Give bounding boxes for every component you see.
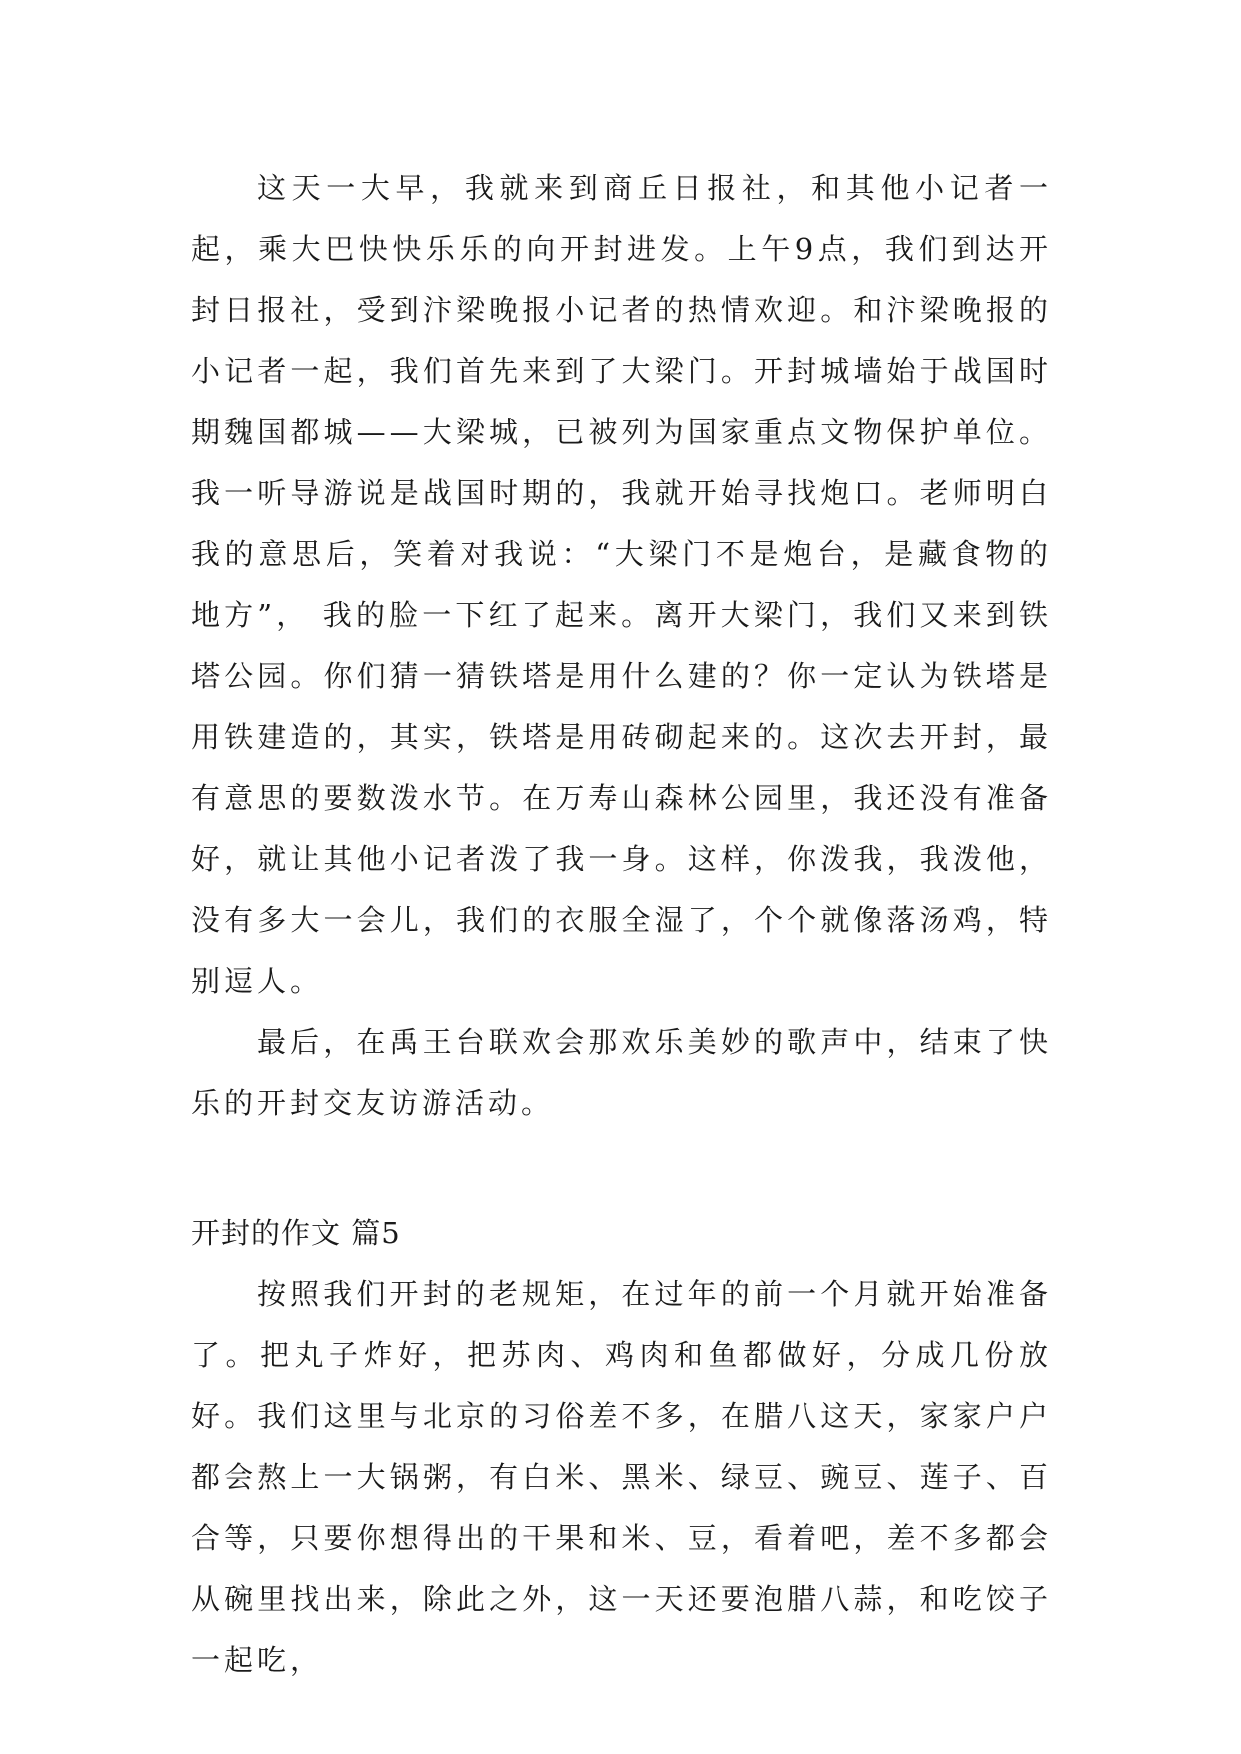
document-page [191,158,1052,1691]
section-heading: 开封的作文 篇5 [191,1216,401,1250]
paragraph: 最后，在禹王台联欢会那欢乐美妙的歌声中，结束了快乐的开封交友访游活动。 [191,1025,1052,1120]
paragraph: 按照我们开封的老规矩，在过年的前一个月就开始准备了。把丸子炸好，把苏肉、鸡肉和鱼都做好，分成几份放好。我们这里与北京的习俗差不多，在腊八这天，家家户户都会熬上一大锅粥，有白米、黑米、绿豆、豌豆、莲子、百合等，只要你想得出的干果和米、豆，看着吧，差不多都会从碗里找出来，除此之外，这一天还要泡腊八蒜，和吃饺子一起吃， [191,1277,1052,1677]
paragraph: 这天一大早，我就来到商丘日报社，和其他小记者一起，乘大巴快快乐乐的向开封进发。上午9点，我们到达开封日报社，受到汴梁晚报小记者的热情欢迎。和汴梁晚报的小记者一起，我们首先来到了大梁门。开封城墙始于战国时期魏国都城——大梁城，已被列为国家重点文物保护单位。我一听导游说是战国时期的，我就开始寻找炮口。老师明白我的意思后，笑着对我说：“大梁门不是炮台，是藏食物的地方”， 我的脸一下红了起来。离开大梁门，我们又来到铁塔公园。你们猜一猜铁塔是用什么建的？你一定认为铁塔是用铁建造的，其实，铁塔是用砖砌起来的。这次去开封，最有意思的要数泼水节。在万寿山森林公园里，我还没有准备好，就让其他小记者泼了我一身。这样，你泼我，我泼他，没有多大一会儿，我们的衣服全湿了，个个就像落汤鸡，特别逗人。 [191,171,1052,998]
